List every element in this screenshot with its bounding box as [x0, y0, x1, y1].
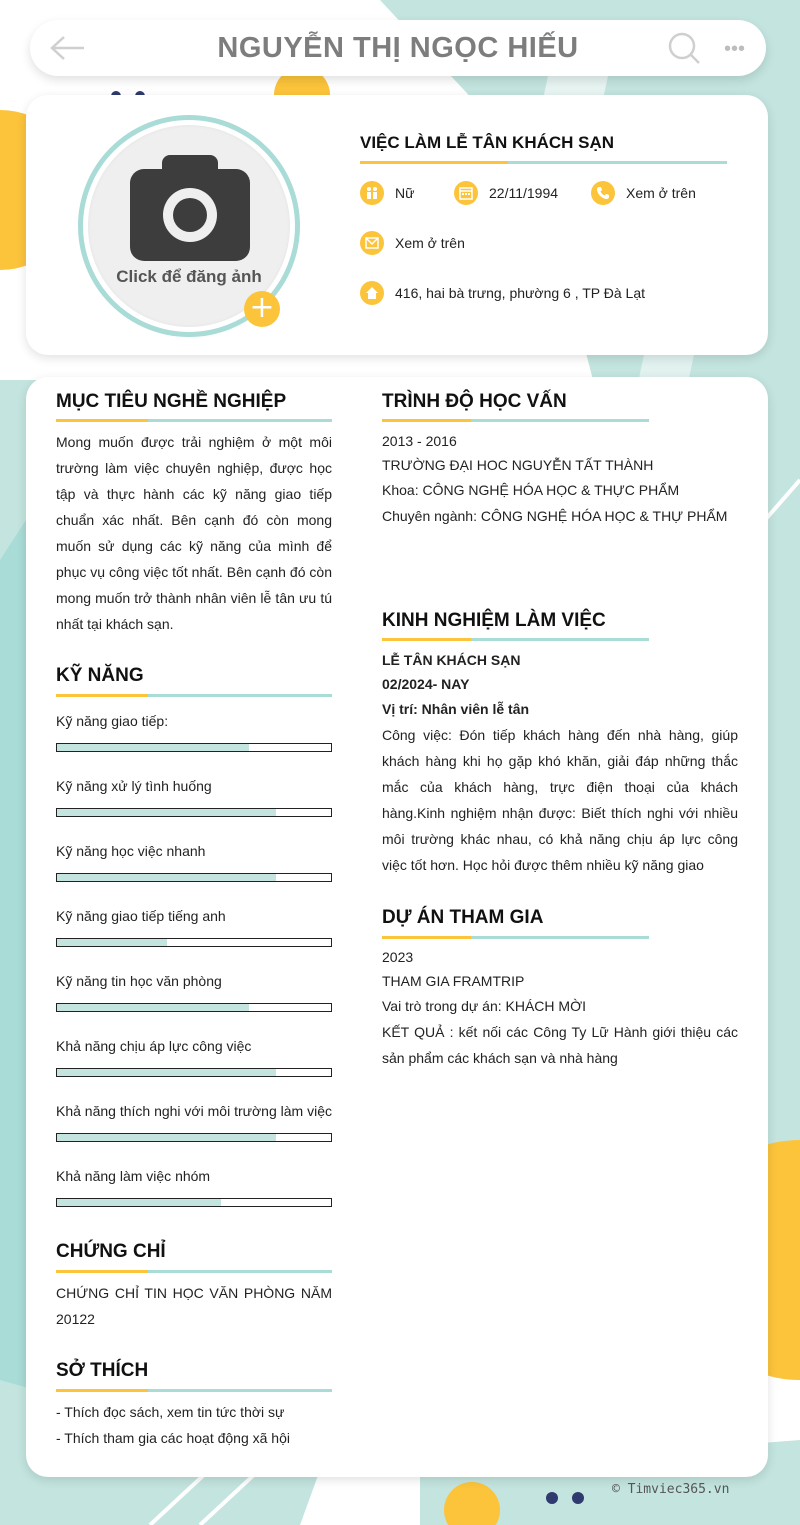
gender-icon [360, 181, 384, 205]
hobbies-underline [56, 1389, 332, 1392]
profile-card [26, 95, 768, 355]
footer-copyright: © Timviec365.vn [612, 1482, 730, 1497]
camera-icon [130, 155, 250, 261]
skill-bar-fill [57, 744, 249, 751]
experience-description: Công việc: Đón tiếp khách hàng đến nhà hàng, giúp khách hàng khi họ gặp khó khăn, giải đáp những thắc mắc của khách hàng, trực điện thoại của khách hàng.Kinh nghiệm nhận được: Biết thích nghi với nhiều môi trường khác nhau, có khả năng chịu áp lực công việc tốt hơn. Học hỏi được thêm nhiều kỹ năng giao [382, 727, 738, 873]
phone-value: Xem ở trên [626, 185, 696, 201]
skill-bar-fill [57, 1069, 276, 1076]
more-options-icon[interactable]: ••• [724, 38, 746, 60]
hobby-item: - Thích tham gia các hoạt động xã hội [56, 1430, 290, 1446]
project-year: 2023 [382, 949, 414, 965]
skill-bar [56, 743, 332, 752]
skills-title: KỸ NĂNG [56, 665, 144, 686]
education-underline [382, 419, 649, 422]
objective-underline [56, 419, 332, 422]
certificates-underline [56, 1270, 332, 1273]
skill-bar-fill [57, 1134, 276, 1141]
address-info [360, 281, 645, 305]
experience-title: KINH NGHIỆM LÀM VIỆC [382, 610, 606, 631]
home-icon [360, 281, 384, 305]
skill-bar [56, 873, 332, 882]
skills-underline [56, 694, 332, 697]
skill-bar-fill [57, 1004, 249, 1011]
certificates-text: CHỨNG CHỈ TIN HỌC VĂN PHÒNG NĂM 20122 [56, 1285, 332, 1327]
skill-label: Kỹ năng giao tiếp: [56, 713, 169, 729]
cv-main-card [26, 377, 768, 1477]
projects-title: DỰ ÁN THAM GIA [382, 907, 544, 928]
education-school: TRƯỜNG ĐẠI HOC NGUYỄN TẤT THÀNH [382, 457, 654, 473]
skill-label: Kỹ năng xử lý tình huống [56, 778, 212, 794]
gender-info [360, 181, 414, 205]
skill-bar [56, 1003, 332, 1012]
photo-caption: Click để đăng ảnh [116, 267, 262, 286]
birthday-info [454, 181, 558, 205]
objective-title: MỤC TIÊU NGHỀ NGHIỆP [56, 391, 287, 412]
header-bar [30, 20, 766, 76]
avatar-upload[interactable] [78, 115, 300, 337]
hobbies-title: SỞ THÍCH [56, 1360, 149, 1381]
job-title-underline [360, 161, 727, 164]
skill-bar-fill [57, 939, 167, 946]
search-icon[interactable] [666, 30, 702, 66]
email-icon [360, 231, 384, 255]
project-result: KẾT QUẢ : kết nối các Công Ty Lữ Hành giới thiệu các sản phẩm các khách sạn và nhà hàng [382, 1024, 738, 1066]
address-value: 416, hai bà trưng, phường 6 , TP Đà Lạt [395, 285, 646, 301]
skill-label: Kỹ năng học việc nhanh [56, 843, 206, 859]
skill-bar [56, 1198, 332, 1207]
hobby-item: - Thích đọc sách, xem tin tức thời sự [56, 1404, 285, 1420]
skill-label: Kỹ năng giao tiếp tiếng anh [56, 908, 226, 924]
education-major: Chuyên ngành: CÔNG NGHỆ HÓA HỌC & THỰ PHẨM [382, 508, 728, 524]
education-faculty: Khoa: CÔNG NGHỆ HÓA HỌC & THỰC PHẨM [382, 482, 680, 498]
skill-bar-fill [57, 1199, 221, 1206]
email-info [360, 231, 465, 255]
calendar-icon [454, 181, 478, 205]
skill-bar [56, 1133, 332, 1142]
objective-text: Mong muốn được trải nghiệm ở một môi trường làm việc chuyên nghiệp, được học tập và thực hành các kỹ năng giao tiếp chuẩn xác nhất. Bên cạnh đó còn mong muốn sử dụng các kỹ năng của mình để phục vụ công việc tốt nhất. Bên cạnh đó còn mong muốn trở thành nhân viên lễ tân ưu tú nhất tại khách sạn. [56, 434, 332, 632]
project-role: Vai trò trong dự án: KHÁCH MỜI [382, 998, 586, 1014]
skill-bar-fill [57, 809, 276, 816]
skill-label: Khả năng chịu áp lực công việc [56, 1038, 252, 1054]
skill-label: Kỹ năng tin học văn phòng [56, 973, 222, 989]
project-name: THAM GIA FRAMTRIP [382, 973, 525, 989]
experience-underline [382, 638, 649, 641]
job-title: VIỆC LÀM LỄ TÂN KHÁCH SẠN [360, 133, 615, 152]
experience-position: Vị trí: Nhân viên lễ tân [382, 701, 530, 717]
projects-underline [382, 936, 649, 939]
skill-bar [56, 938, 332, 947]
skill-label: Khả năng làm việc nhóm [56, 1168, 211, 1184]
email-value: Xem ở trên [395, 235, 465, 251]
skill-bar [56, 1068, 332, 1077]
add-photo-icon[interactable]: + [244, 291, 280, 327]
gender-value: Nữ [395, 185, 415, 201]
skill-bar [56, 808, 332, 817]
skill-bar-fill [57, 874, 276, 881]
phone-info [591, 181, 696, 205]
certificates-title: CHỨNG CHỈ [56, 1241, 166, 1262]
experience-company: LỄ TÂN KHÁCH SẠN [382, 652, 521, 668]
phone-icon [591, 181, 615, 205]
skill-label: Khả năng thích nghi với môi trường làm việc [56, 1103, 332, 1119]
experience-period: 02/2024- NAY [382, 676, 470, 692]
page-title: NGUYỄN THỊ NGỌC HIẾU [217, 32, 579, 64]
education-title: TRÌNH ĐỘ HỌC VẤN [382, 391, 567, 412]
birthday-value: 22/11/1994 [489, 185, 559, 201]
education-period: 2013 - 2016 [382, 433, 457, 449]
